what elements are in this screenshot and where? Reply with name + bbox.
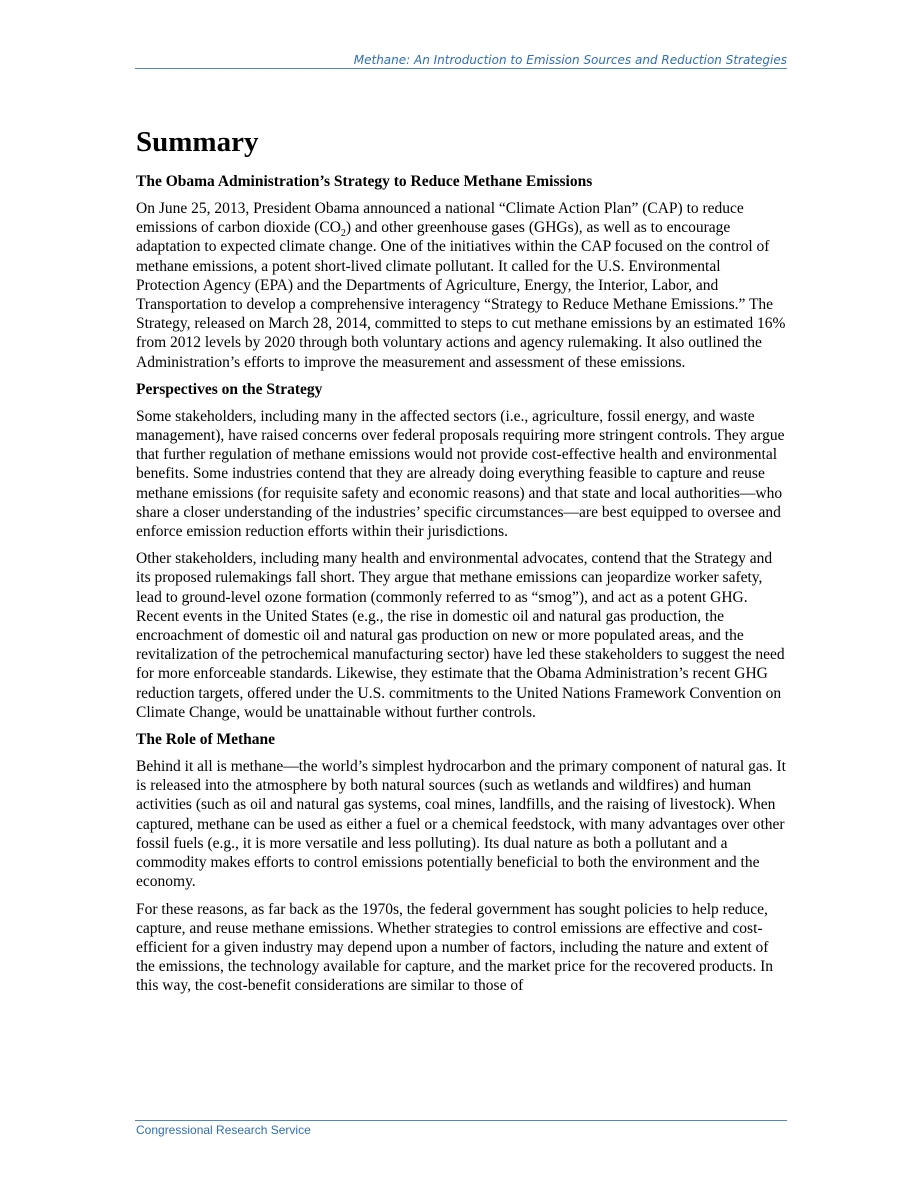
section-heading-perspectives: Perspectives on the Strategy — [136, 380, 323, 398]
section-heading-strategy: The Obama Administration’s Strategy to Reduce Methane Emissions — [136, 173, 593, 190]
page-title: Summary — [136, 126, 259, 158]
section-heading-role: The Role of Methane — [136, 731, 276, 749]
paragraph-perspectives-1: Some stakeholders, including many in the affected sectors (i.e., agriculture, fossil energy, and waste management), have raised concerns over federal proposals requiring more stringent controls. They argue that further regulation of methane emissions would not provide cost-effective health and environmental benefits. Some industries contend that they are already doing everything feasible to capture and reuse methane emissions (for requisite safety and economic reasons) and that state and local authorities—who share a closer understanding of the industries’ specific circumstances—are best equipped to oversee and enforce emission reduction efforts within their jurisdictions. — [136, 407, 785, 541]
paragraph-perspectives-2: Other stakeholders, including many health and environmental advocates, contend that the Strategy and its proposed rulemakings fall short. They argue that methane emissions can jeopardize worker safety, lead to ground-level ozone formation (commonly referred to as “smog”), and act as a potent GHG. Recent events in the United States (e.g., the rise in domestic oil and natural gas production, the encroachment of domestic oil and natural gas production on new or more populated areas, and the revitalization of the petrochemical manufacturing sector) have led these stakeholders to suggest the need for more enforceable standards. Likewise, they estimate that the Obama Administration’s recent GHG reduction targets, offered under the U.S. commitments to the United Nations Framework Convention on Climate Change, would be unattainable without further controls. — [136, 550, 785, 721]
page-body — [136, 124, 788, 1004]
paragraph-strategy — [136, 199, 788, 372]
paragraph-role-2: For these reasons, as far back as the 1970s, the federal government has sought policies to help reduce, capture, and reuse methane emissions. Whether strategies to control emissions are effective and cost-efficient for a given industry may depend upon a number of factors, including the nature and extent of the emissions, the technology available for capture, and the market price for the recovered products. In this way, the cost-benefit considerations are similar to those of — [136, 900, 773, 995]
footer-rule — [135, 1120, 787, 1121]
paragraph-text: On June 25, 2013, President Obama announced a national “Climate Action Plan” (CAP) to reduce emissions of carbon dioxide (CO — [136, 200, 744, 237]
footer: Congressional Research Service — [136, 1123, 311, 1137]
header-rule — [135, 68, 787, 69]
running-header: Methane: An Introduction to Emission Sources and Reduction Strategies — [353, 53, 787, 67]
paragraph-role-1: Behind it all is methane—the world’s simplest hydrocarbon and the primary component of natural gas. It is released into the atmosphere by both natural sources (such as wetlands and wildfires) and human activities (such as oil and natural gas systems, coal mines, landfills, and the raising of livestock). When captured, methane can be used as either a fuel or a chemical feedstock, with many advantages over other fossil fuels (e.g., it is more versatile and less polluting). Its dual nature as both a pollutant and a commodity makes efforts to control emissions potentially beneficial to both the environment and the economy. — [136, 758, 786, 891]
paragraph-text: ) and other greenhouse gases (GHGs), as well as to encourage adaptation to expected climate change. One of the initiatives within the CAP focused on the control of methane emissions, a potent short-lived climate pollutant. It called for the U.S. Environmental Protection Agency (EPA) and the Departments of Agriculture, Energy, the Interior, Labor, and Transportation to develop a comprehensive interagency “Strategy to Reduce Methane Emissions.” The Strategy, released on March 28, 2014, committed to steps to cut methane emissions by an estimated 16% from 2012 levels by 2020 through both voluntary actions and agency rulemaking. It also outlined the Administration’s efforts to improve the measurement and assessment of these emissions. — [136, 219, 786, 371]
subscript: 2 — [340, 228, 346, 240]
